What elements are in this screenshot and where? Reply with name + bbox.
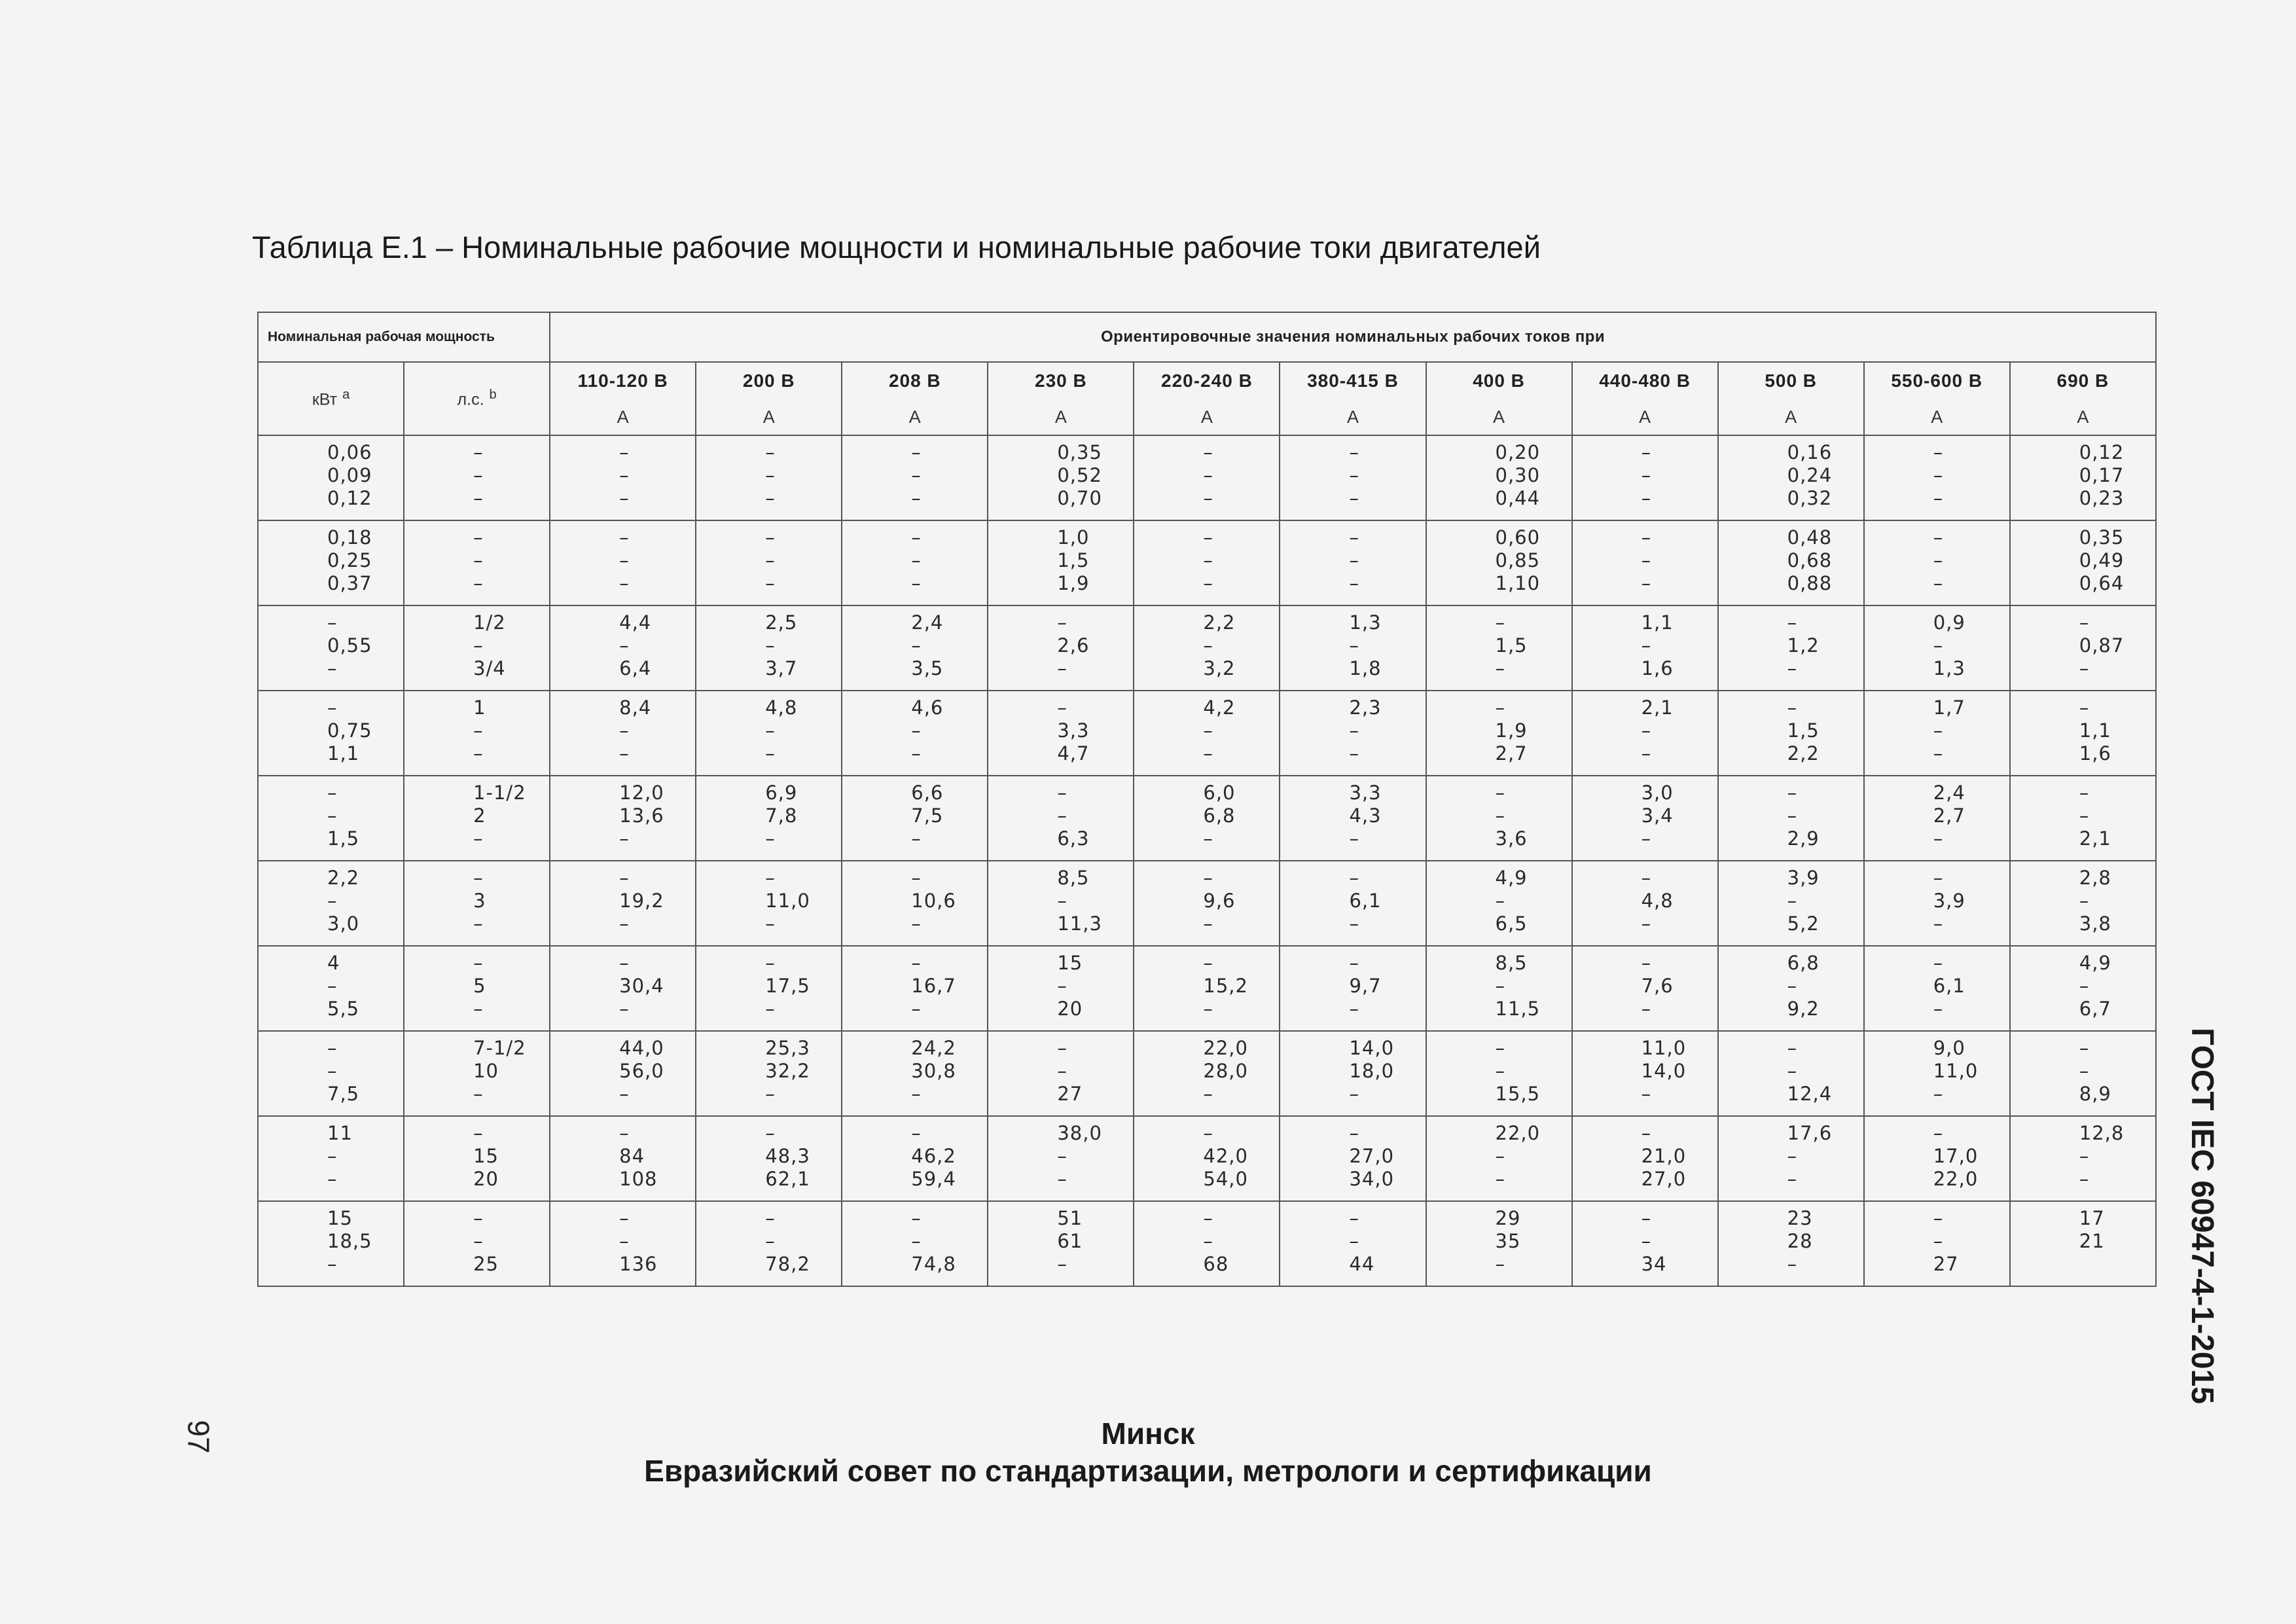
motor-current-table <box>257 312 2157 1287</box>
hp-value-cell: – 15 20 <box>404 1116 550 1201</box>
hp-value-cell: 1/2 – 3/4 <box>404 605 550 691</box>
current-value-cell: – – 2,9 <box>1718 776 1864 861</box>
current-value-cell: – – – <box>550 520 696 605</box>
current-value-cell: 2,8 – 3,8 <box>2010 861 2156 946</box>
kw-value-cell: – 0,55 – <box>258 605 404 691</box>
table-row <box>258 946 2156 1031</box>
kw-value-cell: 15 18,5 – <box>258 1201 404 1286</box>
current-value-cell: 1,0 1,5 1,9 <box>988 520 1134 605</box>
ampere-unit: А <box>1718 399 1864 435</box>
table-body <box>258 435 2156 1286</box>
current-value-cell: – – – <box>1280 520 1426 605</box>
hp-footnote-mark: b <box>489 388 497 403</box>
ampere-unit: А <box>1280 399 1426 435</box>
kw-value-cell: – 0,75 1,1 <box>258 691 404 776</box>
current-value-cell: 0,20 0,30 0,44 <box>1426 435 1572 520</box>
kw-value-cell: 0,18 0,25 0,37 <box>258 520 404 605</box>
current-value-cell: – – – <box>696 520 842 605</box>
current-value-cell: – – 78,2 <box>696 1201 842 1286</box>
current-value-cell: 1,3 – 1,8 <box>1280 605 1426 691</box>
current-value-cell: – – 34 <box>1572 1201 1718 1286</box>
current-value-cell: – – – <box>1572 435 1718 520</box>
current-value-cell: – 1,9 2,7 <box>1426 691 1572 776</box>
hp-value-cell: – – – <box>404 435 550 520</box>
voltage-header: 380-415 В <box>1280 362 1426 399</box>
current-value-cell: – – 3,6 <box>1426 776 1572 861</box>
current-value-cell: – 84 108 <box>550 1116 696 1201</box>
current-value-cell: – – – <box>1280 435 1426 520</box>
current-value-cell: 29 35 – <box>1426 1201 1572 1286</box>
voltage-header-row <box>258 362 2156 399</box>
table-row <box>258 861 2156 946</box>
current-value-cell: 0,48 0,68 0,88 <box>1718 520 1864 605</box>
kw-value-cell: 0,06 0,09 0,12 <box>258 435 404 520</box>
table-row <box>258 520 2156 605</box>
current-value-cell: – 7,6 – <box>1572 946 1718 1031</box>
voltage-header: 400 В <box>1426 362 1572 399</box>
current-value-cell: 12,0 13,6 – <box>550 776 696 861</box>
current-value-cell: 4,8 – – <box>696 691 842 776</box>
current-value-cell: – 1,5 – <box>1426 605 1572 691</box>
footer-organization: Евразийский совет по стандартизации, метрологи и сертификации <box>644 1454 1652 1488</box>
page-number: 97 <box>181 1420 216 1454</box>
ampere-unit: А <box>696 399 842 435</box>
current-value-cell: 9,0 11,0 – <box>1864 1031 2010 1116</box>
current-value-cell: 0,16 0,24 0,32 <box>1718 435 1864 520</box>
ampere-unit: А <box>842 399 988 435</box>
current-value-cell: – 2,6 – <box>988 605 1134 691</box>
current-value-cell: – 6,1 – <box>1280 861 1426 946</box>
current-value-cell: – – – <box>1134 520 1280 605</box>
current-value-cell: – 3,9 – <box>1864 861 2010 946</box>
current-value-cell: 23 28 – <box>1718 1201 1864 1286</box>
current-value-cell: – – – <box>1572 520 1718 605</box>
current-value-cell: 2,4 2,7 – <box>1864 776 2010 861</box>
voltage-header: 550-600 В <box>1864 362 2010 399</box>
current-value-cell: – 48,3 62,1 <box>696 1116 842 1201</box>
current-value-cell: 0,35 0,52 0,70 <box>988 435 1134 520</box>
current-value-cell: 25,3 32,2 – <box>696 1031 842 1116</box>
table-row <box>258 1116 2156 1201</box>
footer-city: Минск <box>1101 1416 1195 1451</box>
voltage-header: 200 В <box>696 362 842 399</box>
current-value-cell: 6,9 7,8 – <box>696 776 842 861</box>
current-value-cell: 3,0 3,4 – <box>1572 776 1718 861</box>
current-value-cell: – 46,2 59,4 <box>842 1116 988 1201</box>
current-value-cell: 11,0 14,0 – <box>1572 1031 1718 1116</box>
current-value-cell: 6,6 7,5 – <box>842 776 988 861</box>
current-value-cell: – 1,2 – <box>1718 605 1864 691</box>
hp-unit-header <box>404 362 550 435</box>
current-value-cell: 2,3 – – <box>1280 691 1426 776</box>
current-value-cell: – – 136 <box>550 1201 696 1286</box>
current-value-cell: – 6,1 – <box>1864 946 2010 1031</box>
current-value-cell: – 1,1 1,6 <box>2010 691 2156 776</box>
table-row <box>258 605 2156 691</box>
hp-value-cell: 1 – – <box>404 691 550 776</box>
current-value-cell: 2,2 – 3,2 <box>1134 605 1280 691</box>
current-value-cell: 6,0 6,8 – <box>1134 776 1280 861</box>
current-value-cell: – 42,0 54,0 <box>1134 1116 1280 1201</box>
current-value-cell: 15 – 20 <box>988 946 1134 1031</box>
current-value-cell: 6,8 – 9,2 <box>1718 946 1864 1031</box>
ampere-unit: А <box>550 399 696 435</box>
hp-value-cell: – – – <box>404 520 550 605</box>
current-value-cell: – 9,6 – <box>1134 861 1280 946</box>
current-value-cell: – – 15,5 <box>1426 1031 1572 1116</box>
current-value-cell: 3,3 4,3 – <box>1280 776 1426 861</box>
voltage-header: 440-480 В <box>1572 362 1718 399</box>
current-value-cell: – 21,0 27,0 <box>1572 1116 1718 1201</box>
current-value-cell: 2,5 – 3,7 <box>696 605 842 691</box>
current-value-cell: – – – <box>696 435 842 520</box>
table-title: Таблица Е.1 – Номинальные рабочие мощности и номинальные рабочие токи двигателей <box>252 230 1541 264</box>
voltage-header: 500 В <box>1718 362 1864 399</box>
current-value-cell: 2,1 – – <box>1572 691 1718 776</box>
ampere-unit: А <box>1864 399 2010 435</box>
kw-value-cell: 2,2 – 3,0 <box>258 861 404 946</box>
kw-unit-header <box>258 362 404 435</box>
current-value-cell: – – 2,1 <box>2010 776 2156 861</box>
current-value-cell: 17,6 – – <box>1718 1116 1864 1201</box>
kw-value-cell: – – 1,5 <box>258 776 404 861</box>
kw-value-cell: 11 – – <box>258 1116 404 1201</box>
current-value-cell: 8,4 – – <box>550 691 696 776</box>
voltage-header: 208 В <box>842 362 988 399</box>
table-row <box>258 435 2156 520</box>
document-designation: ГОСТ IEC 60947-4-1-2015 <box>2185 1028 2219 1404</box>
current-value-cell: 14,0 18,0 – <box>1280 1031 1426 1116</box>
ampere-unit: А <box>1134 399 1280 435</box>
current-value-cell: 44,0 56,0 – <box>550 1031 696 1116</box>
hp-value-cell: – 5 – <box>404 946 550 1031</box>
kw-label: кВт <box>312 390 338 409</box>
current-value-cell: 8,5 – 11,5 <box>1426 946 1572 1031</box>
ampere-unit: А <box>1572 399 1718 435</box>
current-value-cell: – 16,7 – <box>842 946 988 1031</box>
current-value-cell: 3,9 – 5,2 <box>1718 861 1864 946</box>
current-value-cell: – 9,7 – <box>1280 946 1426 1031</box>
kw-value-cell: 4 – 5,5 <box>258 946 404 1031</box>
current-value-cell: 4,9 – 6,7 <box>2010 946 2156 1031</box>
ampere-unit: А <box>2010 399 2156 435</box>
current-value-cell: 38,0 – – <box>988 1116 1134 1201</box>
table-row <box>258 1201 2156 1286</box>
voltage-header: 110-120 В <box>550 362 696 399</box>
current-value-cell: – – – <box>1864 520 2010 605</box>
current-value-cell: – – 27 <box>988 1031 1134 1116</box>
current-value-cell: 0,9 – 1,3 <box>1864 605 2010 691</box>
current-value-cell: 0,60 0,85 1,10 <box>1426 520 1572 605</box>
current-value-cell: – – – <box>1864 435 2010 520</box>
current-value-cell: – 11,0 – <box>696 861 842 946</box>
current-value-cell: 17 21 <box>2010 1201 2156 1286</box>
table-row <box>258 776 2156 861</box>
current-value-cell: 1,1 – 1,6 <box>1572 605 1718 691</box>
current-value-cell: – 27,0 34,0 <box>1280 1116 1426 1201</box>
voltage-header: 230 В <box>988 362 1134 399</box>
current-value-cell: 4,6 – – <box>842 691 988 776</box>
hp-value-cell: – – 25 <box>404 1201 550 1286</box>
current-value-cell: – – – <box>1134 435 1280 520</box>
hp-value-cell: – 3 – <box>404 861 550 946</box>
current-value-cell: – 19,2 – <box>550 861 696 946</box>
current-value-cell: – 17,0 22,0 <box>1864 1116 2010 1201</box>
voltage-header: 690 В <box>2010 362 2156 399</box>
current-value-cell: – – 68 <box>1134 1201 1280 1286</box>
current-value-cell: – – – <box>550 435 696 520</box>
current-value-cell: – – 6,3 <box>988 776 1134 861</box>
current-value-cell: 24,2 30,8 – <box>842 1031 988 1116</box>
current-value-cell: – 15,2 – <box>1134 946 1280 1031</box>
current-value-cell: – 10,6 – <box>842 861 988 946</box>
kw-value-cell: – – 7,5 <box>258 1031 404 1116</box>
current-value-cell: – 0,87 – <box>2010 605 2156 691</box>
current-value-cell: – 17,5 – <box>696 946 842 1031</box>
current-value-cell: 22,0 28,0 – <box>1134 1031 1280 1116</box>
current-value-cell: – – 74,8 <box>842 1201 988 1286</box>
current-value-cell: – 4,8 – <box>1572 861 1718 946</box>
ampere-unit: А <box>1426 399 1572 435</box>
current-value-cell: 22,0 – – <box>1426 1116 1572 1201</box>
current-value-cell: – – – <box>842 435 988 520</box>
current-value-cell: – – 8,9 <box>2010 1031 2156 1116</box>
table-row <box>258 1031 2156 1116</box>
current-value-cell: – – 27 <box>1864 1201 2010 1286</box>
current-value-cell: 1,7 – – <box>1864 691 2010 776</box>
hp-value-cell: 7-1/2 10 – <box>404 1031 550 1116</box>
hp-value-cell: 1-1/2 2 – <box>404 776 550 861</box>
current-value-cell: 8,5 – 11,3 <box>988 861 1134 946</box>
current-value-cell: 4,2 – – <box>1134 691 1280 776</box>
reference-currents-header: Ориентировочные значения номинальных рабочих токов при <box>550 312 2156 362</box>
current-value-cell: – 30,4 – <box>550 946 696 1031</box>
current-value-cell: 12,8 – – <box>2010 1116 2156 1201</box>
current-value-cell: 0,35 0,49 0,64 <box>2010 520 2156 605</box>
current-value-cell: 4,9 – 6,5 <box>1426 861 1572 946</box>
current-value-cell: – – – <box>842 520 988 605</box>
current-value-cell: 0,12 0,17 0,23 <box>2010 435 2156 520</box>
kw-footnote-mark: a <box>342 388 350 403</box>
current-value-cell: – 1,5 2,2 <box>1718 691 1864 776</box>
current-value-cell: 51 61 – <box>988 1201 1134 1286</box>
ampere-unit: А <box>988 399 1134 435</box>
current-value-cell: – – 12,4 <box>1718 1031 1864 1116</box>
current-value-cell: 2,4 – 3,5 <box>842 605 988 691</box>
table-row <box>258 691 2156 776</box>
voltage-header: 220-240 В <box>1134 362 1280 399</box>
power-header: Номинальная рабочая мощность <box>258 312 550 362</box>
hp-label: л.с. <box>457 390 484 409</box>
current-value-cell: 4,4 – 6,4 <box>550 605 696 691</box>
current-value-cell: – – 44 <box>1280 1201 1426 1286</box>
current-value-cell: – 3,3 4,7 <box>988 691 1134 776</box>
